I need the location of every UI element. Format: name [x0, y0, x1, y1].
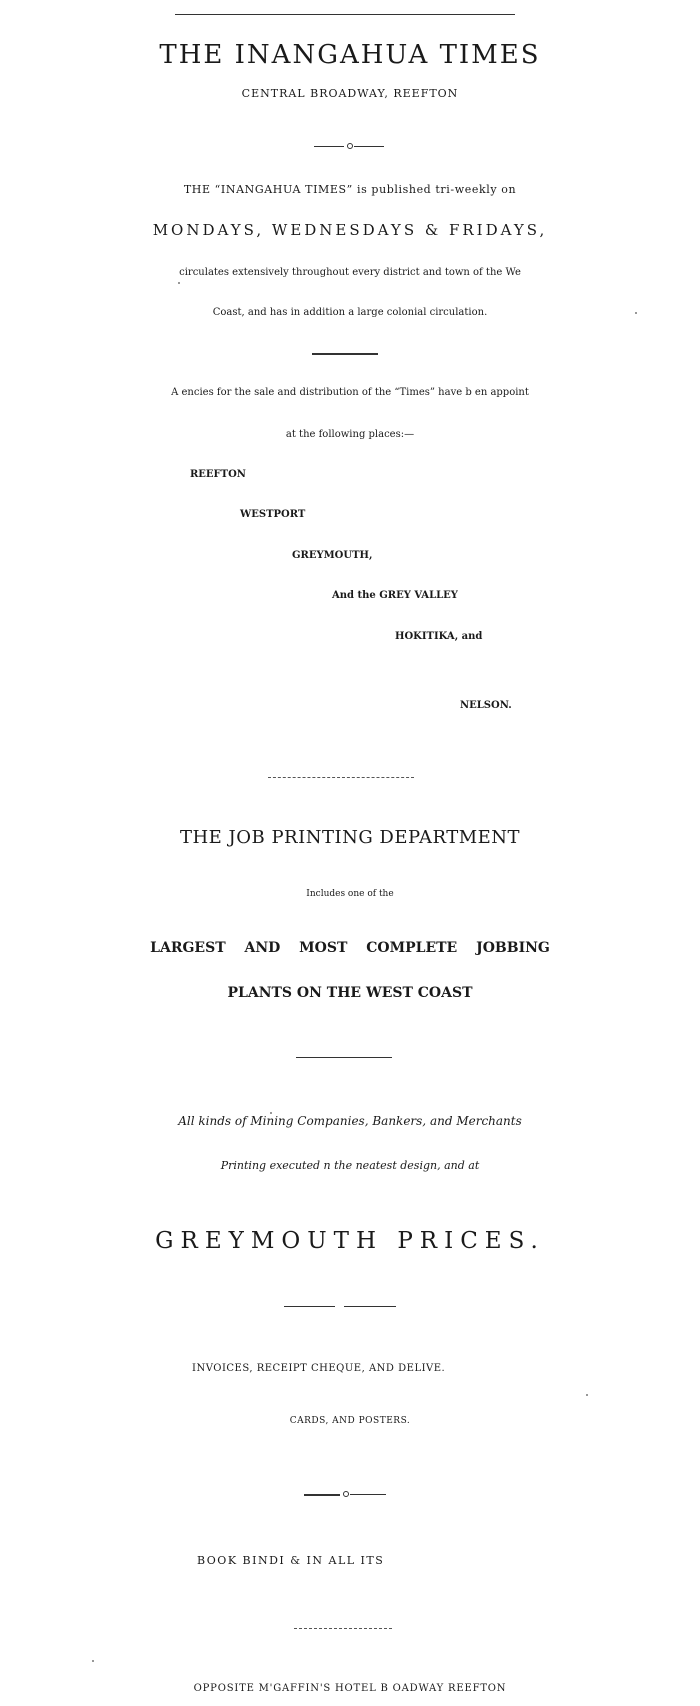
speck: [586, 1394, 588, 1396]
masthead-address: CENTRAL BROADWAY, REEFTON: [241, 87, 459, 100]
divider-rule-2: [268, 777, 414, 778]
place-reefton: REEFTON: [190, 469, 246, 480]
intro-line-4: Coast, and has in addition a large colonial circulation.: [212, 307, 488, 318]
place-nelson: NELSON.: [460, 700, 512, 711]
printing-largest: LARGEST AND MOST COMPLETE JOBBING: [150, 940, 550, 956]
speck: [92, 1660, 94, 1662]
speck: [635, 312, 637, 314]
agencies-line-2: at the following places:—: [285, 429, 415, 440]
divider-rule-6: [294, 1628, 392, 1629]
printing-includes: Includes one of the: [306, 889, 394, 899]
top-rule: [175, 14, 515, 15]
items-bookbinding: BOOK BINDI & IN ALL ITS: [197, 1554, 385, 1567]
ornament-circle-icon: [347, 143, 353, 149]
ornament-circle-icon-2: [343, 1491, 349, 1497]
items-invoices: INVOICES, RECEIPT CHEQUE, AND DELIVE.: [192, 1363, 446, 1374]
intro-line-3: circulates extensively throughout every district and town of the We: [179, 267, 521, 278]
printing-executed: Printing executed n the neatest design, and at: [220, 1159, 480, 1172]
footer-address: OPPOSITE M'GAFFIN'S HOTEL B OADWAY REEFTON: [193, 1683, 507, 1694]
printing-kinds: All kinds of Mining Companies, Bankers, and Merchants: [178, 1114, 522, 1128]
place-westport: WESTPORT: [240, 509, 306, 520]
place-greymouth: GREYMOUTH,: [292, 550, 373, 561]
divider-rule-5a: [304, 1494, 340, 1496]
intro-line-1: THE “INANGAHUA TIMES” is published tri-weekly on: [183, 183, 517, 196]
divider-rule-5b: [350, 1494, 386, 1495]
items-cards: CARDS, AND POSTERS.: [289, 1416, 411, 1426]
masthead-title: THE INANGAHUA TIMES: [159, 40, 541, 70]
divider-rule-1: [312, 353, 378, 355]
ornament-rule-1: [314, 146, 344, 147]
speck: [178, 282, 180, 284]
divider-rule-4b: [344, 1306, 396, 1307]
agencies-line-1: A encies for the sale and distribution of the “Times” have b en appoint: [171, 387, 529, 398]
speck: [270, 1112, 272, 1114]
divider-rule-4a: [284, 1306, 335, 1307]
ornament-rule-1b: [354, 146, 384, 147]
place-hokitika: HOKITIKA, and: [395, 631, 483, 642]
printing-heading: THE JOB PRINTING DEPARTMENT: [179, 827, 521, 848]
divider-rule-3: [296, 1057, 392, 1058]
printing-prices: GREYMOUTH PRICES.: [155, 1228, 545, 1254]
place-grey-valley: And the GREY VALLEY: [332, 590, 458, 601]
printing-plants: PLANTS ON THE WEST COAST: [227, 985, 473, 1001]
intro-days: MONDAYS, WEDNESDAYS & FRIDAYS,: [152, 221, 548, 239]
